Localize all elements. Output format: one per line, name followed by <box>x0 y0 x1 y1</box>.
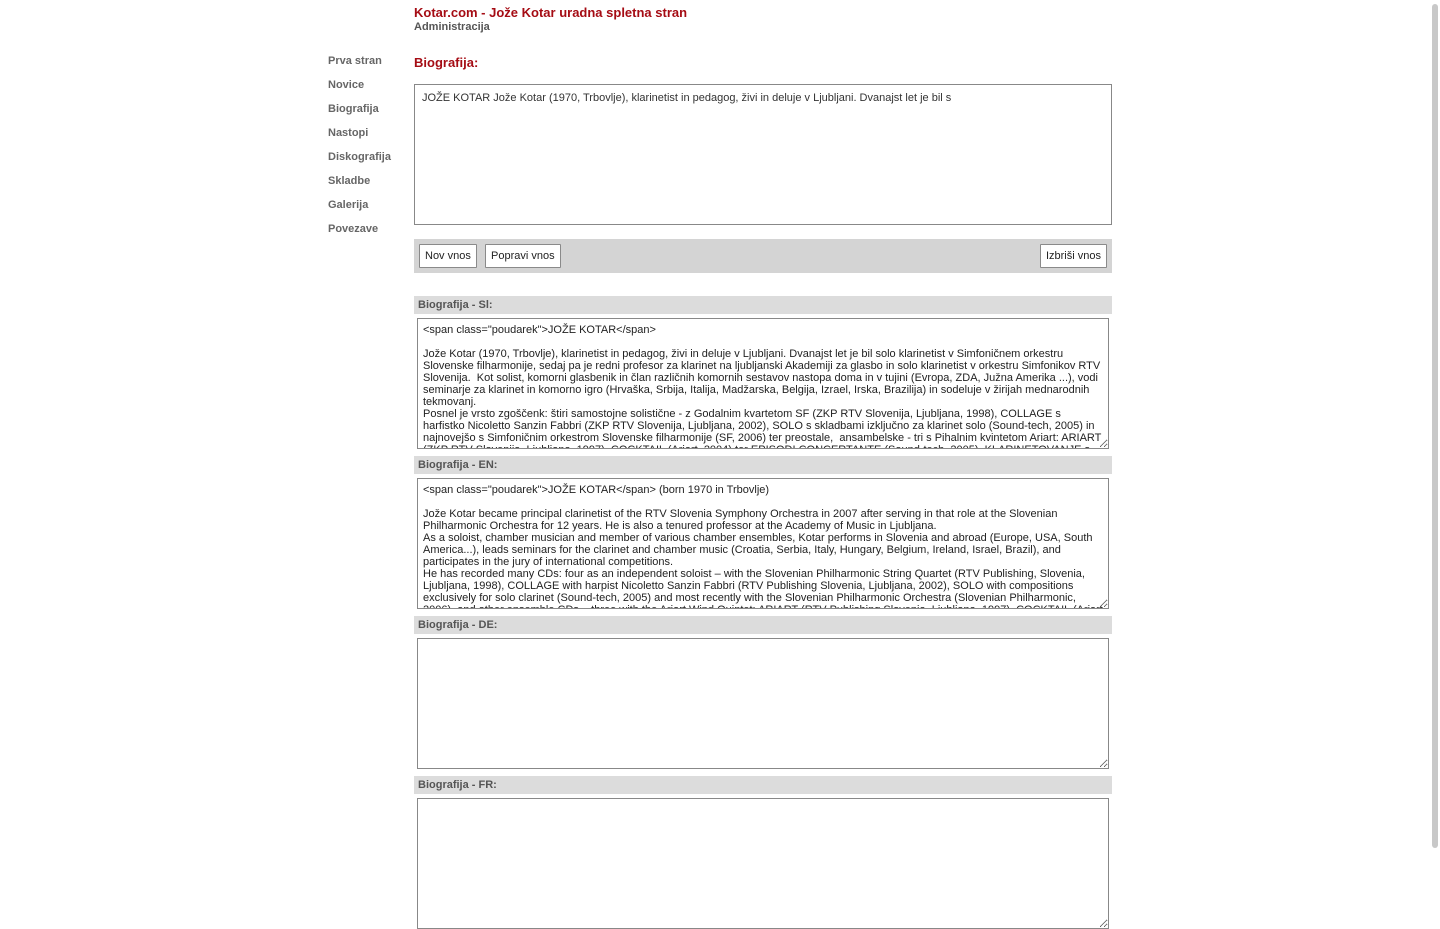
sidebar-item-povezave[interactable]: Povezave <box>328 223 379 235</box>
site-subtitle: Administracija <box>414 21 490 33</box>
entry-toolbar <box>414 239 1112 273</box>
biography-si-section <box>414 296 1112 449</box>
new-entry-button[interactable]: Nov vnos <box>419 244 477 268</box>
page-title: Biografija: <box>414 55 479 70</box>
biography-de-textarea[interactable] <box>417 638 1109 769</box>
biography-en-section <box>414 456 1112 609</box>
delete-entry-button[interactable]: Izbriši vnos <box>1040 244 1107 268</box>
sidebar-item-novice[interactable]: Novice <box>328 79 365 91</box>
sidebar-item-biografija[interactable]: Biografija <box>328 103 379 115</box>
entry-preview-text: JOŽE KOTAR Jože Kotar (1970, Trbovlje), klarinetist in pedagog, živi in deluje v Ljubljani. Dvanajst let je bil s <box>422 92 952 104</box>
biography-fr-section <box>414 776 1112 929</box>
main-content <box>414 54 1112 273</box>
sidebar-item-nastopi[interactable]: Nastopi <box>328 127 369 139</box>
biography-en-textarea[interactable] <box>417 478 1109 609</box>
sidebar-nav <box>328 54 408 246</box>
page-scrollbar[interactable] <box>1432 4 1438 848</box>
sidebar-item-skladbe[interactable]: Skladbe <box>328 175 371 187</box>
biography-de-section <box>414 616 1112 769</box>
biography-si-label: Biografija - Sl: <box>414 296 1112 314</box>
sidebar-item-diskografija[interactable]: Diskografija <box>328 151 391 163</box>
entry-preview-box[interactable] <box>414 84 1112 225</box>
edit-entry-button[interactable]: Popravi vnos <box>485 244 561 268</box>
biography-si-textarea[interactable] <box>417 318 1109 449</box>
biography-fr-textarea[interactable] <box>417 798 1109 929</box>
biography-en-label: Biografija - EN: <box>414 456 1112 474</box>
biography-de-label: Biografija - DE: <box>414 616 1112 634</box>
site-header <box>414 5 687 34</box>
site-title: Kotar.com - Jože Kotar uradna spletna stran <box>414 5 688 20</box>
biography-fr-label: Biografija - FR: <box>414 776 1112 794</box>
sidebar-item-prva-stran[interactable]: Prva stran <box>328 55 382 67</box>
sidebar-item-galerija[interactable]: Galerija <box>328 199 369 211</box>
